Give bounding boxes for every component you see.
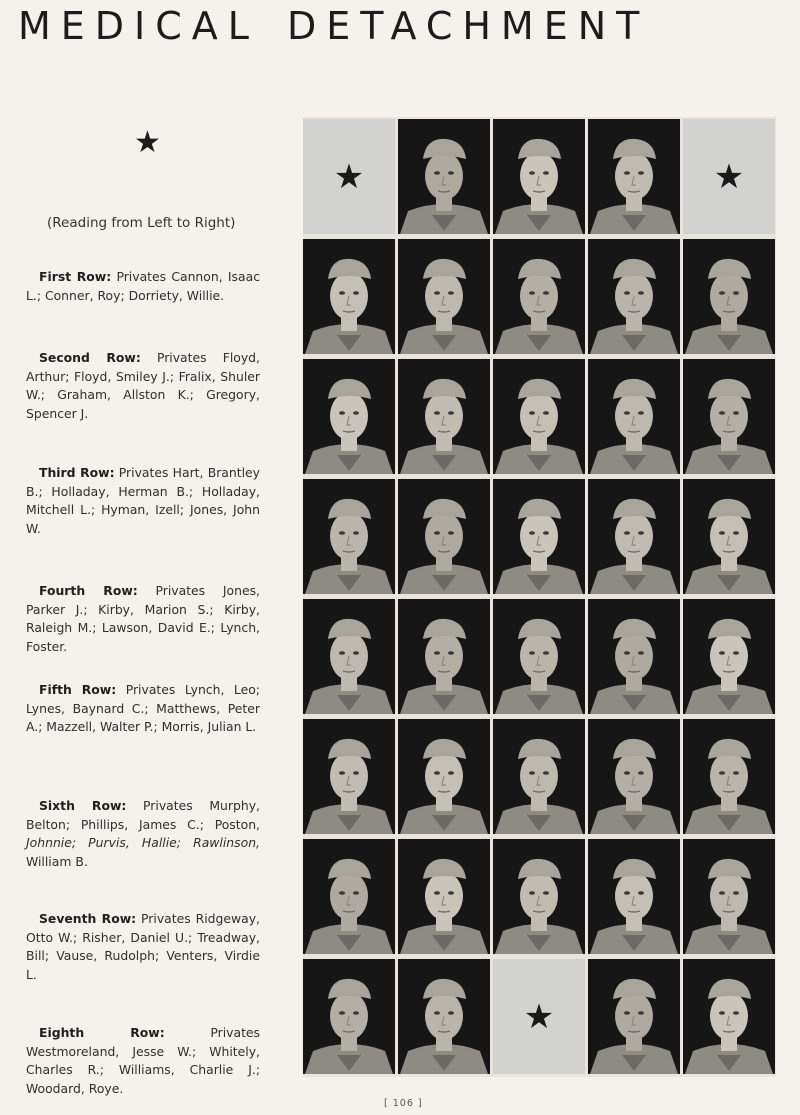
caption-italic-text: Johnnie; Purvis, Hallie; Rawlinson, — [26, 835, 260, 850]
portrait-photo — [303, 359, 395, 474]
portrait-photo — [398, 959, 490, 1074]
portrait-photo — [398, 839, 490, 954]
caption-label: Fifth Row: — [39, 682, 117, 697]
portrait-photo — [683, 719, 775, 834]
star-icon: ★ — [523, 996, 555, 1037]
portrait-photo — [493, 359, 585, 474]
portrait-photo — [588, 839, 680, 954]
caption-eighth-row — [26, 1024, 260, 1098]
portrait-photo — [493, 119, 585, 234]
title-word-medical: MEDICAL — [18, 4, 259, 48]
caption-text: Privates Ridgeway, Otto W.; Risher, Daniel U.; Treadway, Bill; Vause, Rudolph; Venters, Virdie L. — [26, 911, 260, 982]
reading-note: (Reading from Left to Right) — [47, 215, 236, 231]
portrait-photo — [683, 959, 775, 1074]
portrait-photo — [588, 719, 680, 834]
portrait-photo — [683, 599, 775, 714]
caption-second-row — [26, 349, 260, 423]
star-icon: ★ — [713, 156, 745, 197]
portrait-photo — [398, 119, 490, 234]
page-title — [18, 4, 649, 48]
caption-text: Privates Jones, Parker J.; Kirby, Marion S.; Kirby, Raleigh M.; Lawson, David E.; Lynch, Foster. — [26, 583, 260, 654]
caption-text: Privates Murphy, Belton; Phillips, James C.; Poston, — [26, 798, 260, 832]
portrait-photo — [588, 599, 680, 714]
caption-fifth-row — [26, 681, 260, 737]
caption-text: Privates Lynch, Leo; Lynes, Baynard C.; Matthews, Peter A.; Mazzell, Walter P.; Morris, Julian L. — [26, 682, 260, 734]
portrait-photo — [303, 959, 395, 1074]
portrait-photo — [493, 719, 585, 834]
caption-label: First Row: — [39, 269, 112, 284]
caption-text: Privates Cannon, Isaac L.; Conner, Roy; Dorriety, Willie. — [26, 269, 261, 303]
caption-tail-text: William B. — [26, 853, 88, 869]
portrait-photo — [303, 719, 395, 834]
portrait-photo — [588, 119, 680, 234]
photo-grid — [303, 117, 776, 1077]
star-icon: ★ — [134, 125, 161, 160]
caption-text: Privates Floyd, Arthur; Floyd, Smiley J.; Fralix, Shuler W.; Graham, Allston K.; Gregory, Spencer J. — [26, 350, 260, 421]
star-cell — [493, 959, 585, 1074]
caption-label: Fourth Row: — [39, 583, 138, 598]
portrait-photo — [683, 839, 775, 954]
caption-fourth-row — [26, 582, 260, 656]
caption-label: Third Row: — [39, 465, 115, 480]
portrait-photo — [398, 359, 490, 474]
star-cell — [303, 119, 395, 234]
portrait-photo — [683, 359, 775, 474]
portrait-photo — [588, 239, 680, 354]
portrait-photo — [303, 479, 395, 594]
portrait-photo — [398, 239, 490, 354]
portrait-photo — [588, 359, 680, 474]
caption-sixth-row — [26, 797, 260, 871]
portrait-photo — [683, 479, 775, 594]
portrait-photo — [588, 959, 680, 1074]
caption-label: Second Row: — [39, 350, 141, 365]
caption-seventh-row — [26, 910, 260, 984]
caption-text: Privates Hart, Brantley B.; Holladay, Herman B.; Holladay, Mitchell L.; Hyman, Izell; Jones, John W. — [26, 465, 260, 536]
star-cell — [683, 119, 775, 234]
caption-text: Privates Westmoreland, Jesse W.; Whitely, Charles R.; Williams, Charlie J.; Woodard, Roye. — [26, 1025, 261, 1096]
page-number: [ 106 ] — [384, 1098, 423, 1109]
caption-first-row — [26, 268, 260, 305]
portrait-photo — [398, 479, 490, 594]
caption-label: Eighth Row: — [39, 1025, 165, 1040]
portrait-photo — [493, 839, 585, 954]
portrait-photo — [303, 839, 395, 954]
portrait-photo — [398, 719, 490, 834]
portrait-photo — [588, 479, 680, 594]
portrait-photo — [683, 239, 775, 354]
portrait-photo — [303, 599, 395, 714]
portrait-photo — [398, 599, 490, 714]
star-icon: ★ — [333, 156, 365, 197]
portrait-photo — [303, 239, 395, 354]
caption-label: Seventh Row: — [39, 911, 137, 926]
title-word-detachment: DETACHMENT — [286, 4, 650, 48]
caption-third-row — [26, 464, 260, 538]
portrait-photo — [493, 479, 585, 594]
portrait-photo — [493, 239, 585, 354]
portrait-photo — [493, 599, 585, 714]
caption-label: Sixth Row: — [39, 798, 127, 813]
